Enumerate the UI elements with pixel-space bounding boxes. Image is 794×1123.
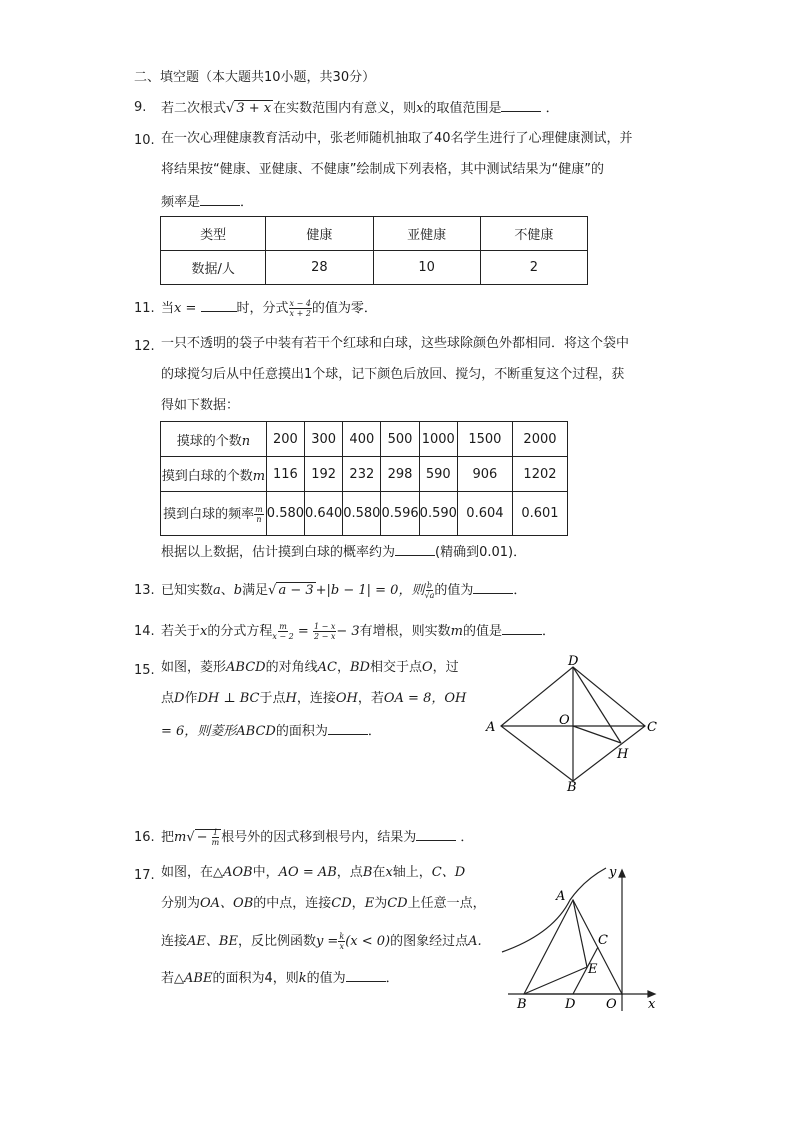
question-15-line: 点D作DH ⊥ BC于点H，连接OH，若OA = 8，OH <box>161 691 467 706</box>
table-cell: 0.580 <box>266 492 304 536</box>
label-o: O <box>606 997 617 1012</box>
table-header-cell: 健康 <box>266 217 373 251</box>
label-c: C <box>647 720 657 735</box>
row-label: 摸球的个数n <box>161 422 267 457</box>
label-d: D <box>568 655 579 669</box>
table-cell: 232 <box>343 457 381 492</box>
table-cell: 1202 <box>512 457 567 492</box>
hyperbola-curve <box>502 868 606 952</box>
row-label: 摸到白球的个数m <box>161 457 267 492</box>
table-cell: 906 <box>457 457 512 492</box>
question-10-line: 频率是 ． <box>161 195 254 210</box>
table-cell: 0.580 <box>343 492 381 536</box>
question-10-line: 在一次心理健康教育活动中，张老师随机抽取了40名学生进行了心理健康测试，并 <box>161 131 633 146</box>
row-label: 摸到白球的频率 $\frac{m}{n}$ <box>161 492 267 536</box>
segment-oh <box>573 726 621 743</box>
table-cell: 300 <box>305 422 343 457</box>
table-cell: 500 <box>381 422 419 457</box>
question-17-line: 连接AE、BE，反比例函数y = $\frac{k}{x}$ (x < 0)的图象经过点A. <box>161 932 482 951</box>
question-number: 15. <box>134 663 155 678</box>
table-cell: 192 <box>305 457 343 492</box>
segment-be <box>524 967 587 994</box>
question-number: 10. <box>134 133 155 148</box>
question-14: 若关于x的分式方程 $\frac{m}{x - 2}$ = $\frac{1 - x}{2 - x}$ − 3有增根，则实数m的值是 ． <box>161 622 555 641</box>
question-number: 17. <box>134 868 155 883</box>
label-b: B <box>567 780 577 795</box>
question-number: 12. <box>134 339 155 354</box>
table-header-cell: 不健康 <box>480 217 587 251</box>
label-d: D <box>565 997 576 1012</box>
table-cell: 0.640 <box>305 492 343 536</box>
table-cell: 1500 <box>457 422 512 457</box>
table-cell: 0.596 <box>381 492 419 536</box>
label-a: A <box>556 889 566 904</box>
question-12-line: 一只不透明的袋子中装有若干个红球和白球，这些球除颜色外都相同．将这个袋中 <box>161 336 630 351</box>
question-number: 16. <box>134 830 155 845</box>
table-cell: 2000 <box>512 422 567 457</box>
question-17-line: 分别为OA、OB的中点，连接CD，E为CD上任意一点， <box>161 896 486 911</box>
label-c: C <box>598 933 608 948</box>
table-cell: 590 <box>419 457 457 492</box>
question-number: 14. <box>134 624 155 639</box>
label-h: H <box>617 747 629 762</box>
section-title: 二、填空题（本大题共10小题，共30分） <box>134 70 376 85</box>
segment-ae <box>573 900 587 967</box>
table-cell: 116 <box>266 457 304 492</box>
question-12-after: 根据以上数据，估计摸到白球的概率约为 (精确到0.01)． <box>161 545 527 560</box>
table-cell: 10 <box>373 251 480 285</box>
segment-dh <box>573 667 621 743</box>
label-e: E <box>588 962 598 977</box>
label-y: y <box>609 865 617 880</box>
question-13: 已知实数a、b满足√ a − 3 +|b − 1| = 0，则 $\frac{b}{√a}$ 的值为 ． <box>161 581 527 600</box>
table-cell: 28 <box>266 251 373 285</box>
table-cell: 2 <box>480 251 587 285</box>
question-16: 把m√ − $\frac{1}{m}$ 根号外的因式移到根号内，结果为 ． <box>161 828 474 847</box>
health-table <box>160 216 588 285</box>
table-cell: 数据/人 <box>161 251 266 285</box>
coordinate-figure <box>498 860 668 1012</box>
label-x: x <box>648 997 656 1012</box>
question-17-line: 若△ABE的面积为4，则k的值为 ． <box>161 971 399 986</box>
table-cell: 298 <box>381 457 419 492</box>
question-number: 9. <box>134 100 147 115</box>
label-b: B <box>517 997 527 1012</box>
question-10-line: 将结果按“健康、亚健康、不健康”绘制成下列表格，其中测试结果为“健康”的 <box>161 162 604 177</box>
table-cell: 400 <box>343 422 381 457</box>
table-cell: 0.604 <box>457 492 512 536</box>
table-header-cell: 亚健康 <box>373 217 480 251</box>
question-number: 13. <box>134 583 155 598</box>
label-o: O <box>559 713 570 728</box>
question-17-line: 如图，在△AOB中，AO = AB，点B在x轴上，C、D <box>161 865 466 880</box>
rhombus-figure <box>480 655 670 795</box>
question-15-line: = 6，则菱形ABCD的面积为 ． <box>161 724 381 739</box>
y-axis-arrow <box>619 870 625 877</box>
question-15-line: 如图，菱形ABCD的对角线AC，BD相交于点O，过 <box>161 660 459 675</box>
ball-table <box>160 421 568 536</box>
question-number: 11. <box>134 301 155 316</box>
question-12-line: 得如下数据： <box>161 398 240 413</box>
question-11: 当x = 时，分式 $\frac{x - 4}{x + 2}$ 的值为零． <box>161 299 377 318</box>
label-a: A <box>486 720 496 735</box>
table-cell: 1000 <box>419 422 457 457</box>
table-cell: 0.590 <box>419 492 457 536</box>
table-cell: 200 <box>266 422 304 457</box>
table-cell: 0.601 <box>512 492 567 536</box>
question-12-line: 的球搅匀后从中任意摸出1个球，记下颜色后放回、搅匀，不断重复这个过程，获 <box>161 367 625 382</box>
question-9: 若二次根式√ 3 + x 在实数范围内有意义，则x的取值范围是 ． <box>161 101 559 116</box>
table-header-cell: 类型 <box>161 217 266 251</box>
